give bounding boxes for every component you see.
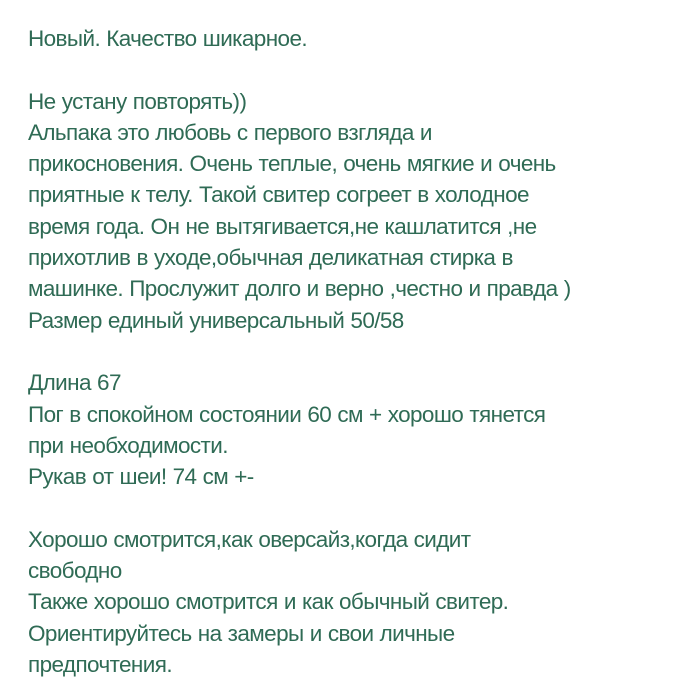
text-line: прихотлив в уходе,обычная деликатная стирка в (28, 245, 513, 271)
text-line: Также хорошо смотрится и как обычный свитер. (28, 589, 509, 615)
text-line: Размер единый универсальный 50/58 (28, 307, 404, 333)
text-line: приятные к телу. Такой свитер согреет в холодное (28, 182, 529, 208)
text-line: Длина 67 (28, 370, 121, 396)
text-line: время года. Он не вытягивается,не кашлатится ,не (28, 213, 537, 239)
paragraph-gap (28, 492, 668, 523)
text-line: Не устану повторять)) (28, 88, 247, 114)
text-line: Ориентируйтесь на замеры и свои личные (28, 620, 455, 646)
text-line: Хорошо смотрится,как оверсайз,когда сидит (28, 526, 471, 552)
text-line: прикосновения. Очень теплые, очень мягкие и очень (28, 151, 556, 177)
paragraph-condition (28, 23, 668, 54)
text-line: предпочтения. (28, 651, 172, 677)
text-line: машинке. Прослужит долго и верно ,честно и правда ) (28, 276, 571, 302)
text-line: Рукав от шеи! 74 см +- (28, 464, 254, 490)
paragraph-measurements (28, 367, 668, 492)
text-line: Альпака это любовь с первого взгляда и (28, 119, 432, 145)
paragraph-material (28, 86, 668, 336)
text-line: Пог в спокойном состоянии 60 см + хорошо тянется (28, 401, 546, 427)
text-line: при необходимости. (28, 432, 228, 458)
text-line: Новый. Качество шикарное. (28, 26, 308, 51)
text-line: свободно (28, 558, 122, 584)
paragraph-gap (28, 54, 668, 85)
product-description (28, 23, 668, 680)
paragraph-fit (28, 524, 668, 680)
paragraph-gap (28, 336, 668, 367)
